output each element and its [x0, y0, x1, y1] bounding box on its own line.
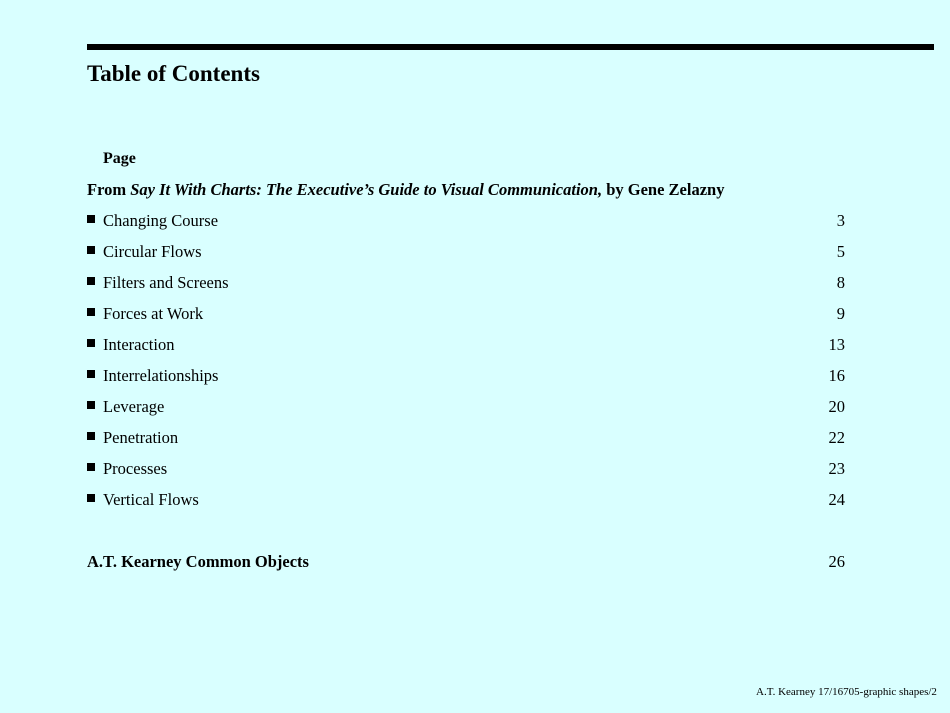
toc-entry[interactable]: [0, 490, 950, 521]
square-bullet-icon: [87, 277, 95, 285]
footer-reference: A.T. Kearney 17/16705-graphic shapes/2: [756, 686, 937, 698]
toc-entry-page: 16: [828, 366, 845, 385]
toc-entry-page: 22: [828, 428, 845, 447]
toc-entry[interactable]: [0, 397, 950, 428]
square-bullet-icon: [87, 494, 95, 502]
toc-entry[interactable]: [0, 335, 950, 366]
toc-entry-label: Interaction: [103, 335, 175, 354]
toc-entry-label: Penetration: [103, 428, 179, 447]
toc-entry-page: 24: [828, 490, 845, 509]
toc-entry[interactable]: [0, 211, 950, 242]
source-citation: [87, 180, 724, 200]
square-bullet-icon: [87, 463, 95, 471]
page-column-header: Page: [103, 150, 136, 167]
toc-entry-page: 20: [828, 397, 845, 416]
toc-entry-label: Forces at Work: [103, 304, 204, 323]
source-book-title: Say It With Charts: The Executive’s Guide to Visual Communication,: [130, 180, 603, 199]
toc-entry-list: [0, 211, 950, 521]
toc-entry[interactable]: [0, 273, 950, 304]
toc-entry-page: 5: [836, 242, 845, 261]
header-rule: [87, 44, 934, 50]
toc-entry-label: Circular Flows: [103, 242, 202, 261]
toc-entry[interactable]: [0, 242, 950, 273]
square-bullet-icon: [87, 432, 95, 440]
toc-entry-page: 3: [836, 211, 845, 230]
source-prefix: From: [87, 180, 131, 199]
common-objects-entry[interactable]: [0, 552, 950, 574]
toc-entry-label: Leverage: [103, 397, 165, 416]
page-title: Table of Contents: [87, 61, 260, 86]
toc-entry-label: Changing Course: [103, 211, 219, 230]
square-bullet-icon: [87, 370, 95, 378]
toc-entry[interactable]: [0, 304, 950, 335]
toc-entry-page: 23: [828, 459, 845, 478]
toc-entry[interactable]: [0, 459, 950, 490]
square-bullet-icon: [87, 308, 95, 316]
toc-entry-page: 9: [836, 304, 845, 323]
square-bullet-icon: [87, 215, 95, 223]
toc-entry-page: 13: [828, 335, 845, 354]
square-bullet-icon: [87, 339, 95, 347]
toc-entry-label: Vertical Flows: [103, 490, 199, 509]
source-suffix: by Gene Zelazny: [602, 180, 725, 199]
toc-entry-label: Filters and Screens: [103, 273, 229, 292]
square-bullet-icon: [87, 401, 95, 409]
toc-entry-page: 8: [836, 273, 845, 292]
toc-entry[interactable]: [0, 366, 950, 397]
toc-entry[interactable]: [0, 428, 950, 459]
toc-entry-label: Interrelationships: [103, 366, 219, 385]
square-bullet-icon: [87, 246, 95, 254]
common-objects-label: A.T. Kearney Common Objects: [87, 552, 309, 571]
common-objects-page: 26: [828, 552, 845, 571]
toc-entry-label: Processes: [103, 459, 168, 478]
